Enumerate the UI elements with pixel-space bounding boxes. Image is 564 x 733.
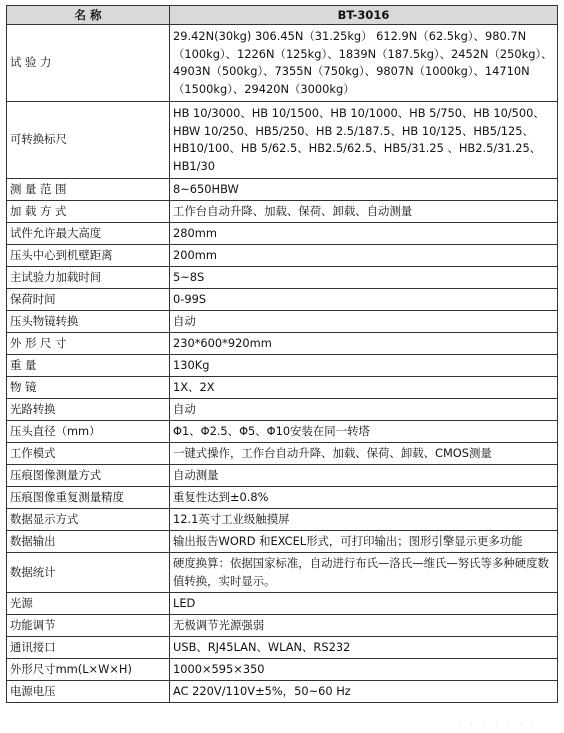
row-label: 压痕图像重复测量精度 — [7, 487, 170, 509]
table-row — [7, 399, 558, 421]
row-value: 输出报告WORD 和EXCEL形式，可打印输出；图形引擎显示更多功能 — [170, 531, 558, 553]
table-row — [7, 615, 558, 637]
row-label: 物 镜 — [7, 377, 170, 399]
row-value: 无极调节光源强弱 — [170, 615, 558, 637]
row-label: 数据输出 — [7, 531, 170, 553]
row-value: 0-99S — [170, 289, 558, 311]
header-row — [7, 6, 558, 25]
row-label: 外形尺寸mm(L×W×H) — [7, 659, 170, 681]
table-row — [7, 659, 558, 681]
row-value: 自动 — [170, 399, 558, 421]
spec-table-header — [7, 6, 558, 25]
row-label: 电源电压 — [7, 681, 170, 703]
row-label: 光路转换 — [7, 399, 170, 421]
row-value: 29.42N(30kg) 306.45N（31.25kg） 612.9N（62.5kg）、980.7N（100kg）、1226N（125kg）、1839N（187.5kg）、2452N（250kg）、4903N（500kg）、7355N（750kg）、9807N（1000kg）、14710N（1500kg）、29420N（3000kg） — [170, 25, 558, 102]
header-model-cell: BT-3016 — [170, 6, 558, 25]
row-value: 硬度换算：依据国家标准，自动进行布氏—洛氏—维氏—努氏等多种硬度数值转换，实时显示。 — [170, 553, 558, 593]
row-label: 测 量 范 围 — [7, 179, 170, 201]
table-row — [7, 333, 558, 355]
table-row — [7, 179, 558, 201]
table-row — [7, 289, 558, 311]
row-value: 自动 — [170, 311, 558, 333]
row-value: 8~650HBW — [170, 179, 558, 201]
table-row — [7, 311, 558, 333]
row-value: AC 220V/110V±5%，50~60 Hz — [170, 681, 558, 703]
watermark: · · · · · · · — [457, 719, 538, 730]
header-name-cell: 名 称 — [7, 6, 170, 25]
row-label: 试 验 力 — [7, 25, 170, 102]
spec-table-body — [7, 25, 558, 703]
table-row — [7, 267, 558, 289]
row-label: 主试验力加载时间 — [7, 267, 170, 289]
row-value: 重复性达到±0.8% — [170, 487, 558, 509]
row-label: 可转换标尺 — [7, 102, 170, 179]
table-row — [7, 421, 558, 443]
row-value: 12.1英寸工业级触摸屏 — [170, 509, 558, 531]
row-value: 130Kg — [170, 355, 558, 377]
row-value: 一键式操作，工作台自动升降、加载、保荷、卸载、CMOS测量 — [170, 443, 558, 465]
row-label: 压头中心到机壁距离 — [7, 245, 170, 267]
row-label: 压痕图像测量方式 — [7, 465, 170, 487]
table-row — [7, 553, 558, 593]
row-value: Φ1、Φ2.5、Φ5、Φ10安装在同一转塔 — [170, 421, 558, 443]
row-value: 5~8S — [170, 267, 558, 289]
row-value: LED — [170, 593, 558, 615]
row-value: 230*600*920mm — [170, 333, 558, 355]
table-row — [7, 509, 558, 531]
table-row — [7, 443, 558, 465]
row-value: USB、RJ45LAN、WLAN、RS232 — [170, 637, 558, 659]
table-row — [7, 593, 558, 615]
row-value: 1X、2X — [170, 377, 558, 399]
table-row — [7, 223, 558, 245]
table-row — [7, 487, 558, 509]
table-row — [7, 681, 558, 703]
table-row — [7, 465, 558, 487]
table-row — [7, 102, 558, 179]
row-value: 280mm — [170, 223, 558, 245]
table-row — [7, 377, 558, 399]
row-label: 外 形 尺 寸 — [7, 333, 170, 355]
row-label: 压头直径（mm） — [7, 421, 170, 443]
row-value: 200mm — [170, 245, 558, 267]
row-value: 自动测量 — [170, 465, 558, 487]
row-label: 光源 — [7, 593, 170, 615]
row-label: 通讯接口 — [7, 637, 170, 659]
row-label: 重 量 — [7, 355, 170, 377]
row-label: 工作模式 — [7, 443, 170, 465]
table-row — [7, 245, 558, 267]
table-row — [7, 355, 558, 377]
spec-table — [6, 5, 558, 703]
row-label: 压头物镜转换 — [7, 311, 170, 333]
table-row — [7, 25, 558, 102]
table-row — [7, 531, 558, 553]
row-label: 数据显示方式 — [7, 509, 170, 531]
table-row — [7, 637, 558, 659]
table-row — [7, 201, 558, 223]
row-value: 1000×595×350 — [170, 659, 558, 681]
row-label: 功能调节 — [7, 615, 170, 637]
row-label: 数据统计 — [7, 553, 170, 593]
row-label: 加 载 方 式 — [7, 201, 170, 223]
row-label: 保荷时间 — [7, 289, 170, 311]
row-label: 试件允许最大高度 — [7, 223, 170, 245]
row-value: HB 10/3000、HB 10/1500、HB 10/1000、HB 5/750、HB 10/500、HBW 10/250、HB5/250、HB 2.5/187.5、HB 10/125、HB5/125、HB10/100、HB 5/62.5、HB2.5/62.5、HB5/31.25 、HB2.5/31.25、HB1/30 — [170, 102, 558, 179]
row-value: 工作台自动升降、加载、保荷、卸载、自动测量 — [170, 201, 558, 223]
